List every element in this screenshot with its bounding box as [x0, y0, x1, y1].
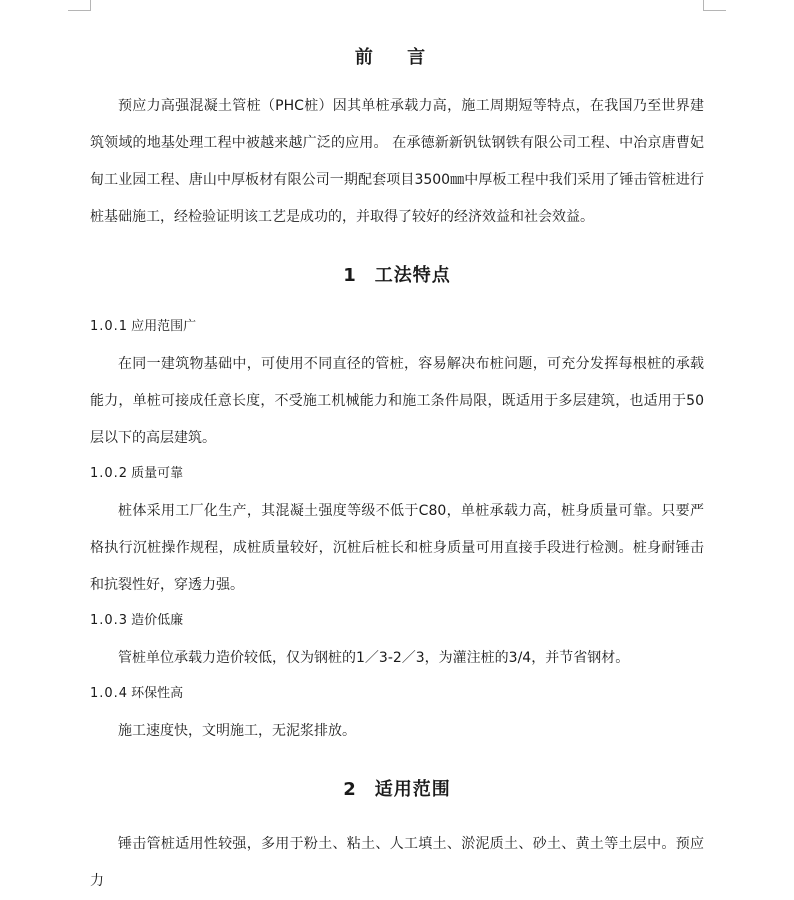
subsection-title: 应用范围广 [131, 319, 197, 334]
section-2-number: 2 [343, 779, 357, 800]
section-2-title: 适用范围 [374, 779, 451, 800]
preface-heading [90, 40, 704, 76]
page-corner-mark-right [703, 0, 726, 11]
subsection-number: 1.0.2 [90, 466, 129, 481]
subsection-1-0-1-heading [90, 312, 704, 342]
page-corner-mark-left [68, 0, 91, 11]
document-page [90, 40, 704, 900]
section-2-heading [90, 772, 704, 808]
subsection-title: 造价低廉 [131, 613, 184, 628]
section-1-heading [90, 258, 704, 294]
preface-paragraph: 预应力高强混凝土管桩（PHC桩）因其单桩承载力高，施工周期短等特点，在我国乃至世界建筑领域的地基处理工程中被越来越广泛的应用。 在承德新新钒钛钢铁有限公司工程、中冶京唐曹妃甸工业园工程、唐山中厚板材有限公司一期配套项目3500㎜中厚板工程中我们采用了锤击管桩进行桩基础施工，经检验证明该工艺是成功的，并取得了较好的经济效益和社会效益。 [90, 98, 704, 225]
subsection-1-0-3-paragraph: 管桩单位承载力造价较低，仅为钢桩的1／3-2／3，为灌注桩的3/4，并节省钢材。 [118, 650, 630, 666]
section-2-paragraph: 锤击管桩适用性较强，多用于粉土、粘土、人工填土、淤泥质土、砂土、黄土等土层中。预应力 [90, 836, 704, 889]
subsection-1-0-4-heading [90, 679, 704, 709]
subsection-1-0-3-heading [90, 606, 704, 636]
subsection-1-0-2-paragraph: 桩体采用工厂化生产，其混凝土强度等级不低于C80，单桩承载力高，桩身质量可靠。只要严格执行沉桩操作规程，成桩质量较好，沉桩后桩长和桩身质量可用直接手段进行检测。桩身耐锤击和抗裂性好，穿透力强。 [90, 503, 704, 593]
subsection-number: 1.0.4 [90, 686, 129, 701]
subsection-1-0-2-heading [90, 459, 704, 489]
preface-title: 前 言 [354, 47, 440, 68]
subsection-1-0-4-paragraph: 施工速度快，文明施工，无泥浆排放。 [118, 723, 356, 739]
subsection-number: 1.0.3 [90, 613, 129, 628]
section-1-number: 1 [343, 265, 357, 286]
subsection-title: 质量可靠 [131, 466, 184, 481]
subsection-1-0-1-paragraph: 在同一建筑物基础中，可使用不同直径的管桩，容易解决布桩问题，可充分发挥每根桩的承载能力，单桩可接成任意长度，不受施工机械能力和施工条件局限，既适用于多层建筑，也适用于50层以下的高层建筑。 [90, 356, 704, 446]
subsection-number: 1.0.1 [90, 319, 129, 334]
section-1-title: 工法特点 [374, 265, 451, 286]
subsection-title: 环保性高 [131, 686, 184, 701]
